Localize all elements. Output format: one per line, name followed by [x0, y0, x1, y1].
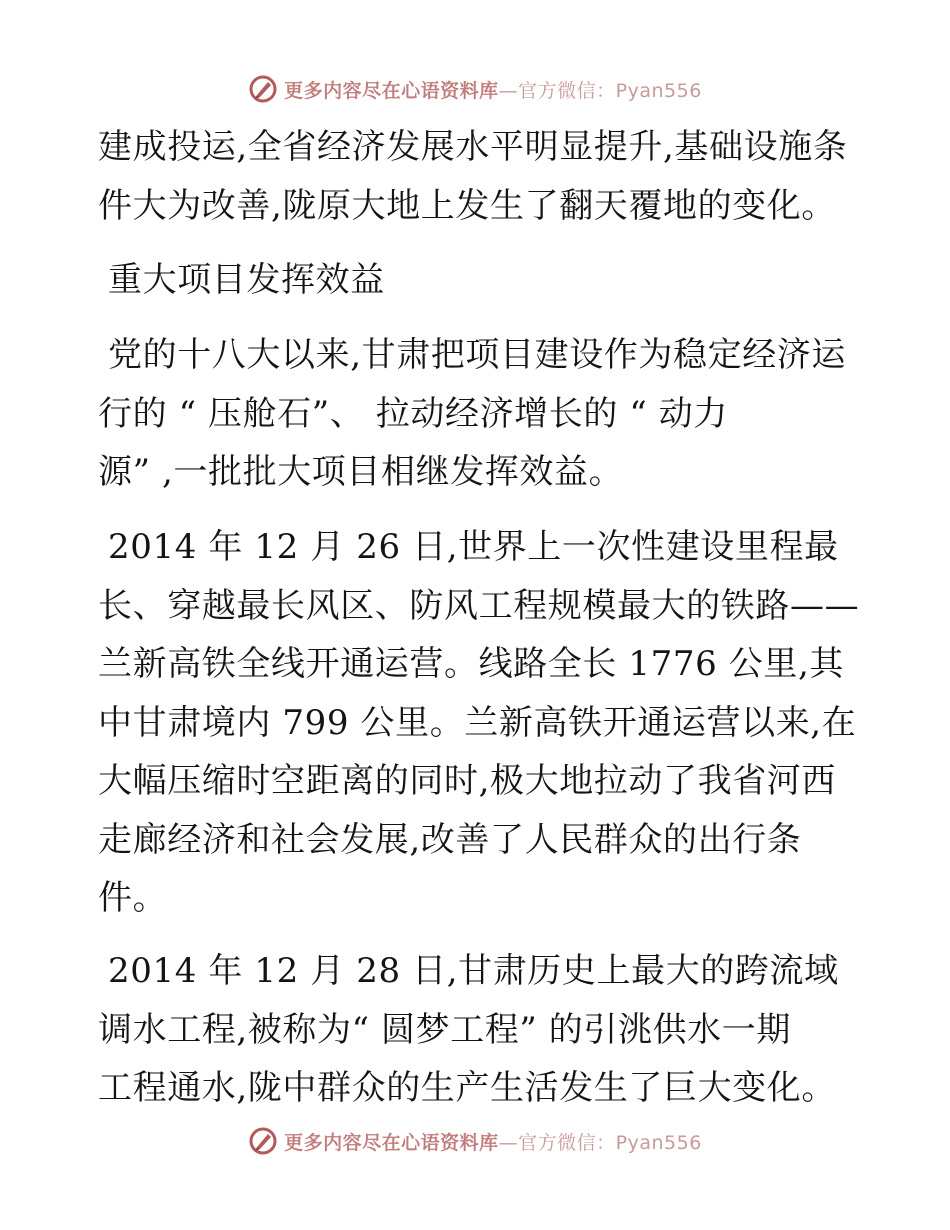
text-line: 调水工程,被称为“ 圆梦工程” 的引洮供水一期: [98, 1009, 791, 1050]
section-heading: [98, 251, 868, 310]
pen-logo-icon: [248, 1126, 278, 1156]
paragraph-intro: [98, 118, 858, 235]
text-line: 件。: [98, 878, 168, 918]
text-line: 2014 年 12 月 28 日,甘肃历史上最大的跨流域: [108, 951, 839, 991]
text-line: 建成投运,全省经济发展水平明显提升,基础设施条: [98, 127, 848, 167]
footer-watermark: [0, 1124, 950, 1158]
header-watermark: [0, 72, 950, 106]
text-line: 党的十八大以来,甘肃把项目建设作为稳定经济运: [108, 335, 847, 375]
heading-text: 重大项目发挥效益: [108, 260, 385, 300]
paragraph-water-project: [98, 942, 868, 1118]
watermark-text-main: 更多内容尽在心语资料库: [284, 1131, 499, 1154]
watermark-text: [284, 1128, 702, 1155]
watermark-text: [284, 76, 702, 103]
watermark-text-rest: —官方微信：Pyan556: [498, 79, 702, 102]
text-line: 2014 年 12 月 26 日,世界上一次性建设里程最: [108, 527, 839, 567]
text-line: 件大为改善,陇原大地上发生了翻天覆地的变化。: [98, 185, 837, 226]
text-line: 大幅压缩时空距离的同时,极大地拉动了我省河西: [98, 761, 837, 801]
watermark-text-rest: —官方微信：Pyan556: [498, 1131, 702, 1154]
paragraph-projects: [98, 326, 868, 502]
text-line: 走廊经济和社会发展,改善了人民群众的出行条: [98, 819, 802, 860]
text-line: 源” ,一批批大项目相继发挥效益。: [98, 452, 624, 492]
text-line: 行的 “ 压舱石”、 拉动经济增长的 “ 动力: [98, 393, 728, 434]
paragraph-railway: [98, 518, 868, 928]
text-line: 长、穿越最长风区、防风工程规模最大的铁路——: [98, 585, 860, 626]
text-line: 中甘肃境内 799 公里。兰新高铁开通运营以来,在: [98, 702, 857, 743]
watermark-text-main: 更多内容尽在心语资料库: [284, 79, 499, 102]
pen-logo-icon: [248, 74, 278, 104]
text-line: 工程通水,陇中群众的生产生活发生了巨大变化。: [98, 1068, 837, 1108]
text-line: 兰新高铁全线开通运营。线路全长 1776 公里,其: [98, 644, 844, 684]
